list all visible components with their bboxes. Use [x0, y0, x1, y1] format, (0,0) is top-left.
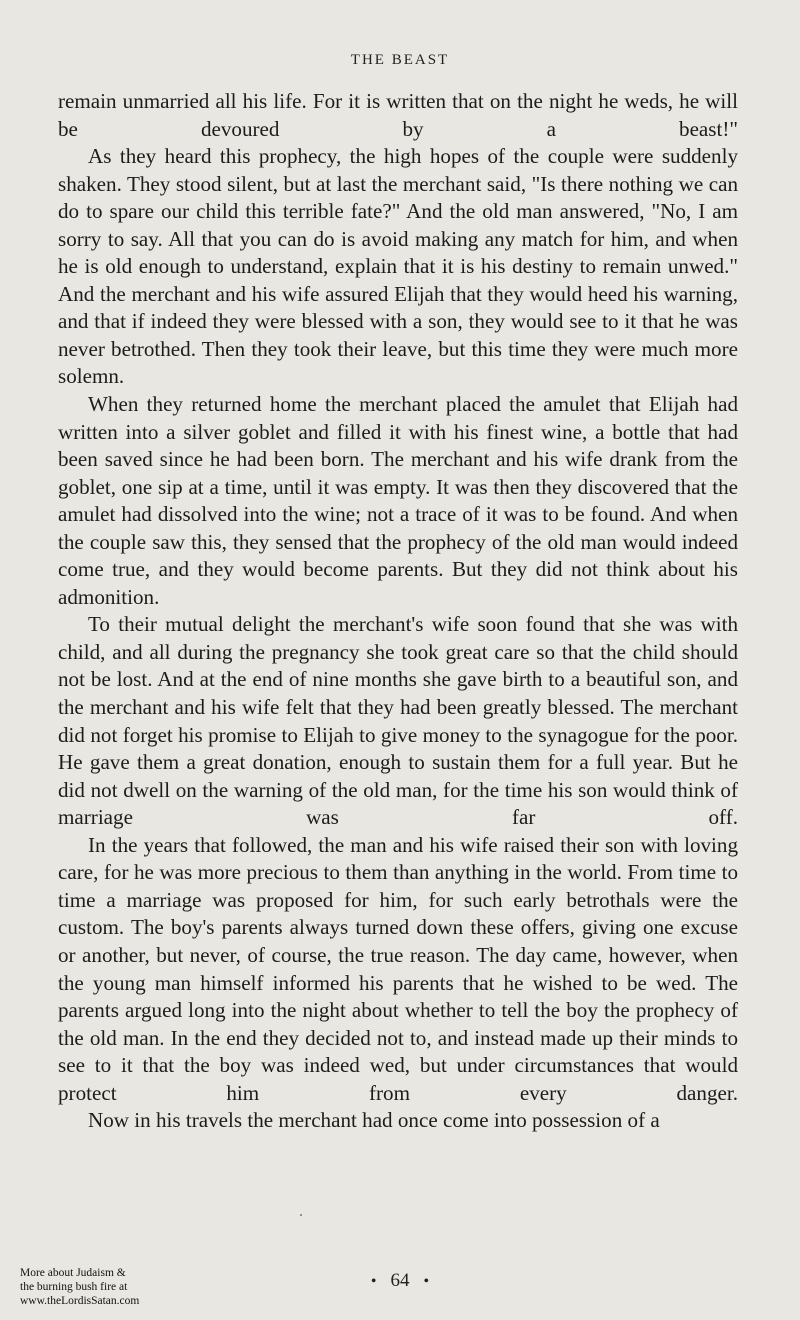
- page-number-dot-right: •: [423, 1273, 430, 1290]
- paragraph: As they heard this prophecy, the high hopes of the couple were suddenly shaken. They stood silent, but at last the merchant said, "Is there nothing we can do to spare our child this terrible fate?" And the old man answered, "No, I am sorry to say. All that you can do is avoid making any match for him, and when he is old enough to understand, explain that it is his destiny to remain unwed." And the merchant and his wife assured Elijah that they would heed his warning, and that if indeed they were blessed with a son, they would see to it that he was never betrothed. Then they took their leave, but this time they were much more solemn.: [58, 144, 738, 389]
- page-number-value: 64: [390, 1270, 410, 1291]
- footer-note: [20, 1266, 139, 1308]
- print-speck: [300, 1214, 302, 1216]
- footer-note-line: the burning bush fire at: [20, 1281, 128, 1293]
- paragraph: Now in his travels the merchant had once come into possession of a: [88, 1108, 660, 1133]
- page-number-dot-left: •: [370, 1273, 377, 1290]
- running-head: THE BEAST: [350, 52, 450, 68]
- footer-note-link[interactable]: www.theLordisSatan.com: [20, 1295, 140, 1307]
- paragraph: To their mutual delight the merchant's wife soon found that she was with child, and all during the pregnancy she took great care so that the child should not be lost. And at the end of nine months she gave birth to a beautiful son, and the merchant and his wife felt that they had been greatly blessed. The merchant did not forget his promise to Elijah to give money to the synagogue for the poor. He gave them a great donation, enough to sustain them for a full year. But he did not dwell on the warning of the old man, for the time his son would think of marriage was far off.: [58, 612, 738, 830]
- paragraph: In the years that followed, the man and his wife raised their son with loving care, for he was more precious to them than anything in the world. From time to time a marriage was proposed for him, for such early betrothals were the custom. The boy's parents always turned down these offers, giving one excuse or another, but never, of course, the true reason. The day came, however, when the young man himself informed his parents that he wished to be wed. The parents argued long into the night about whether to tell the boy the prophecy of the old man. In the end they decided not to, and instead made up their minds to see to it that the boy was indeed wed, but under circumstances that would protect him from every danger.: [58, 832, 738, 1105]
- paragraph: When they returned home the merchant placed the amulet that Elijah had written into a silver goblet and filled it with his finest wine, a bottle that had been saved since he had been born. The merchant and his wife drank from the goblet, one sip at a time, until it was empty. It was then they discovered that the amulet had dissolved into the wine; not a trace of it was to be found. And when the couple saw this, they sensed that the prophecy of the old man would indeed come true, and they would become parents. But they did not think about his admonition.: [58, 392, 738, 609]
- body-text: [58, 88, 738, 1135]
- paragraph: remain unmarried all his life. For it is written that on the night he weds, he will be devoured by a beast!": [58, 89, 738, 141]
- footer-note-line: More about Judaism &: [20, 1267, 126, 1279]
